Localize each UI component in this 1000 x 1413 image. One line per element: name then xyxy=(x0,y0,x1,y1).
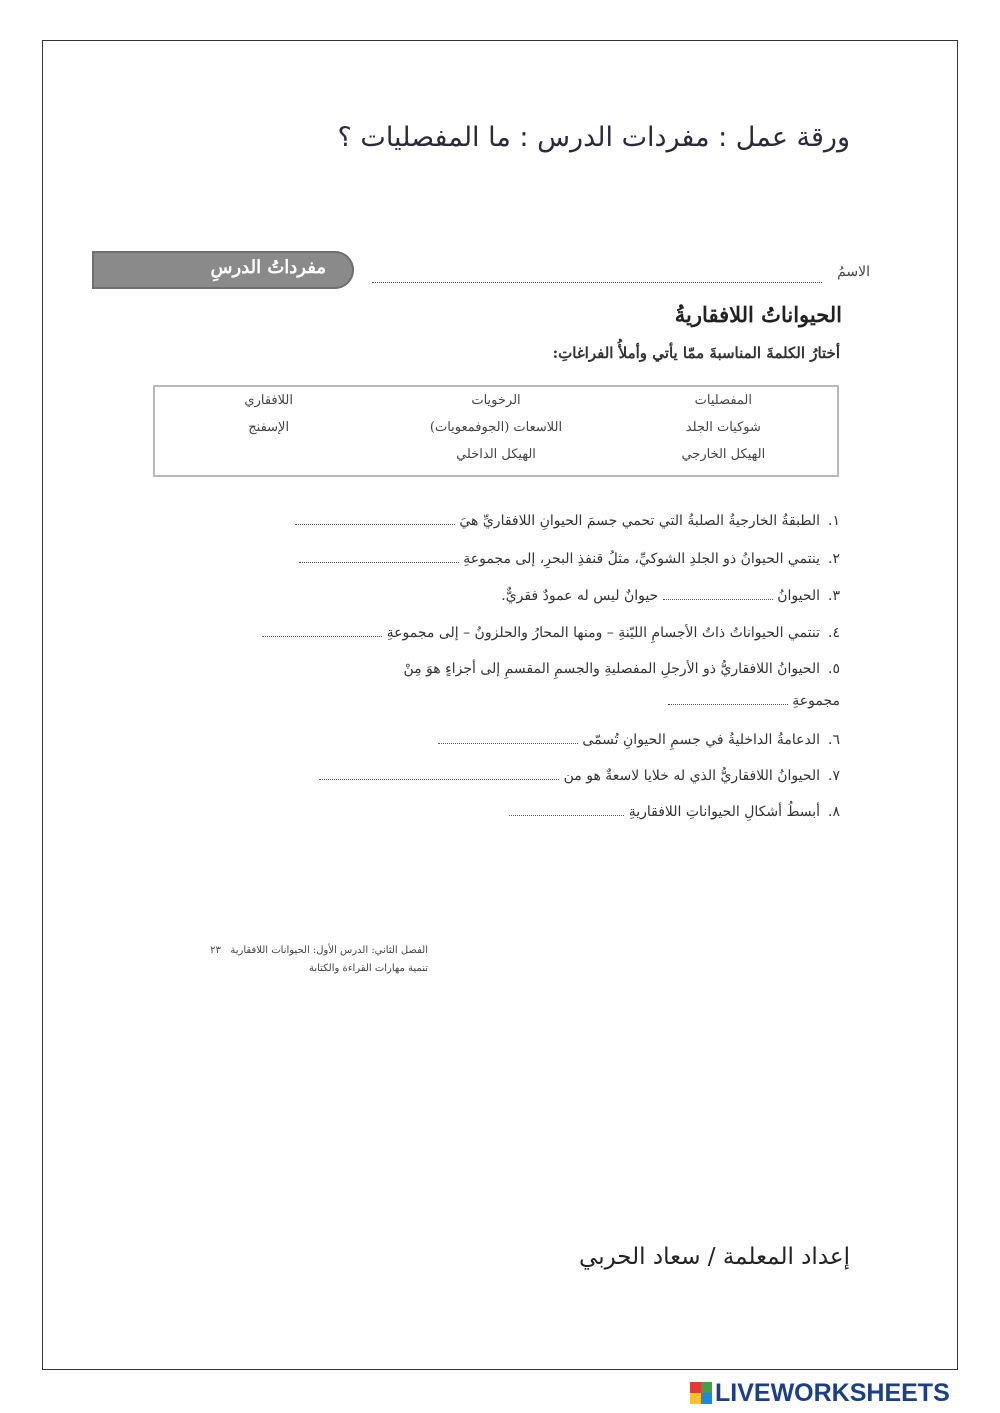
question-1 xyxy=(295,512,840,529)
banner-label: مفرداتُ الدرسِ xyxy=(210,257,326,278)
word-bank-item: الإسفنج xyxy=(248,420,290,435)
word-bank-item: اللاسعات (الجوفمعويات) xyxy=(429,420,563,435)
question-number: ٤. xyxy=(828,625,840,641)
word-bank-item: المفصليات xyxy=(694,393,753,408)
worksheet-title: ورقة عمل : مفردات الدرس : ما المفصليات ؟ xyxy=(337,122,850,153)
question-8 xyxy=(509,803,840,820)
word-bank-item: الهيكل الداخلي xyxy=(456,447,536,462)
question-text: الحيوانُ xyxy=(777,588,821,604)
question-text: الحيوانُ اللافقاريُّ ذو الأرجلِ المفصليةِ والجسمِ المقسمِ إلى أجزاءٍ هوَ مِنْ xyxy=(403,661,821,677)
answer-blank-3[interactable] xyxy=(663,587,773,600)
word-bank-item: اللافقاري xyxy=(244,393,293,408)
question-text: أبسطُ أشكالِ الحيواناتِ اللافقاريةِ xyxy=(628,804,821,820)
question-number: ٢. xyxy=(828,551,840,567)
answer-blank-2[interactable] xyxy=(299,550,459,563)
answer-blank-5[interactable] xyxy=(668,692,788,705)
question-text: مجموعةِ xyxy=(792,693,840,709)
liveworksheets-brand xyxy=(690,1378,950,1408)
brand-name: LIVEWORKSHEETS xyxy=(715,1378,950,1407)
question-5 xyxy=(403,661,840,677)
question-6 xyxy=(438,731,840,748)
word-bank-item: الهيكل الخارجي xyxy=(681,447,766,462)
answer-blank-6[interactable] xyxy=(438,731,578,744)
instruction-text: أختارُ الكلمةَ المناسبةَ ممّا يأتي وأملأُ الفراغاتِ: xyxy=(552,344,840,362)
question-text: الحيوانُ اللافقاريُّ الذي له خلايا لاسعةٌ هو من xyxy=(563,768,821,784)
footer-line-1 xyxy=(210,942,428,960)
question-4 xyxy=(262,624,840,641)
answer-blank-7[interactable] xyxy=(319,767,559,780)
question-2 xyxy=(299,550,840,567)
question-text: تنتمي الحيواناتُ ذاتُ الأجسامِ الليّنةِ – ومنها المحارُ والحلزونُ – إلى مجموعةِ xyxy=(386,625,821,641)
question-text: الطبقةُ الخارجيةُ الصلبةُ التي تحمي جسمَ الحيوانِ اللافقاريِّ هيَ xyxy=(459,513,821,529)
book-footer xyxy=(210,942,428,978)
question-3 xyxy=(501,587,840,604)
answer-blank-8[interactable] xyxy=(509,803,624,816)
answer-blank-4[interactable] xyxy=(262,624,382,637)
question-7 xyxy=(319,767,840,784)
question-number: ٣. xyxy=(828,588,840,604)
answer-blank-1[interactable] xyxy=(295,512,455,525)
question-number: ٨. xyxy=(828,804,840,820)
question-number: ٧. xyxy=(828,768,840,784)
footer-page-number: ٢٣ xyxy=(210,945,221,956)
footer-line-2: تنمية مهارات القراءة والكتابة xyxy=(308,963,428,974)
lesson-banner xyxy=(92,251,354,289)
footer-chapter: الفصل الثاني: الدرس الأول: الحيوانات اللافقارية xyxy=(230,945,428,956)
word-bank-item xyxy=(155,447,382,465)
word-bank xyxy=(153,385,839,477)
question-text-after: حيوانٌ ليس له عمودٌ فقريٌّ. xyxy=(501,588,659,604)
question-number: ٥. xyxy=(828,661,840,677)
word-bank-item: الرخويات xyxy=(471,393,521,408)
question-text: ينتمي الحيوانُ ذو الجلدِ الشوكيِّ، مثلُ قنفذِ البحرِ، إلى مجموعةِ xyxy=(463,551,821,567)
name-field[interactable] xyxy=(372,282,822,283)
word-bank-item: شوكيات الجلد xyxy=(685,420,761,435)
lesson-heading: الحيواناتُ اللافقاريةُ xyxy=(674,302,842,327)
question-number: ٦. xyxy=(828,732,840,748)
question-number: ١. xyxy=(828,513,840,529)
question-5-line2 xyxy=(668,692,840,709)
name-label: الاسمُ xyxy=(837,264,870,280)
liveworksheets-logo-icon xyxy=(690,1382,712,1404)
author-credit: إعداد المعلمة / سعاد الحربي xyxy=(579,1244,850,1270)
question-text: الدعامةُ الداخليةُ في جسمِ الحيوانِ تُسمّى xyxy=(582,732,821,748)
